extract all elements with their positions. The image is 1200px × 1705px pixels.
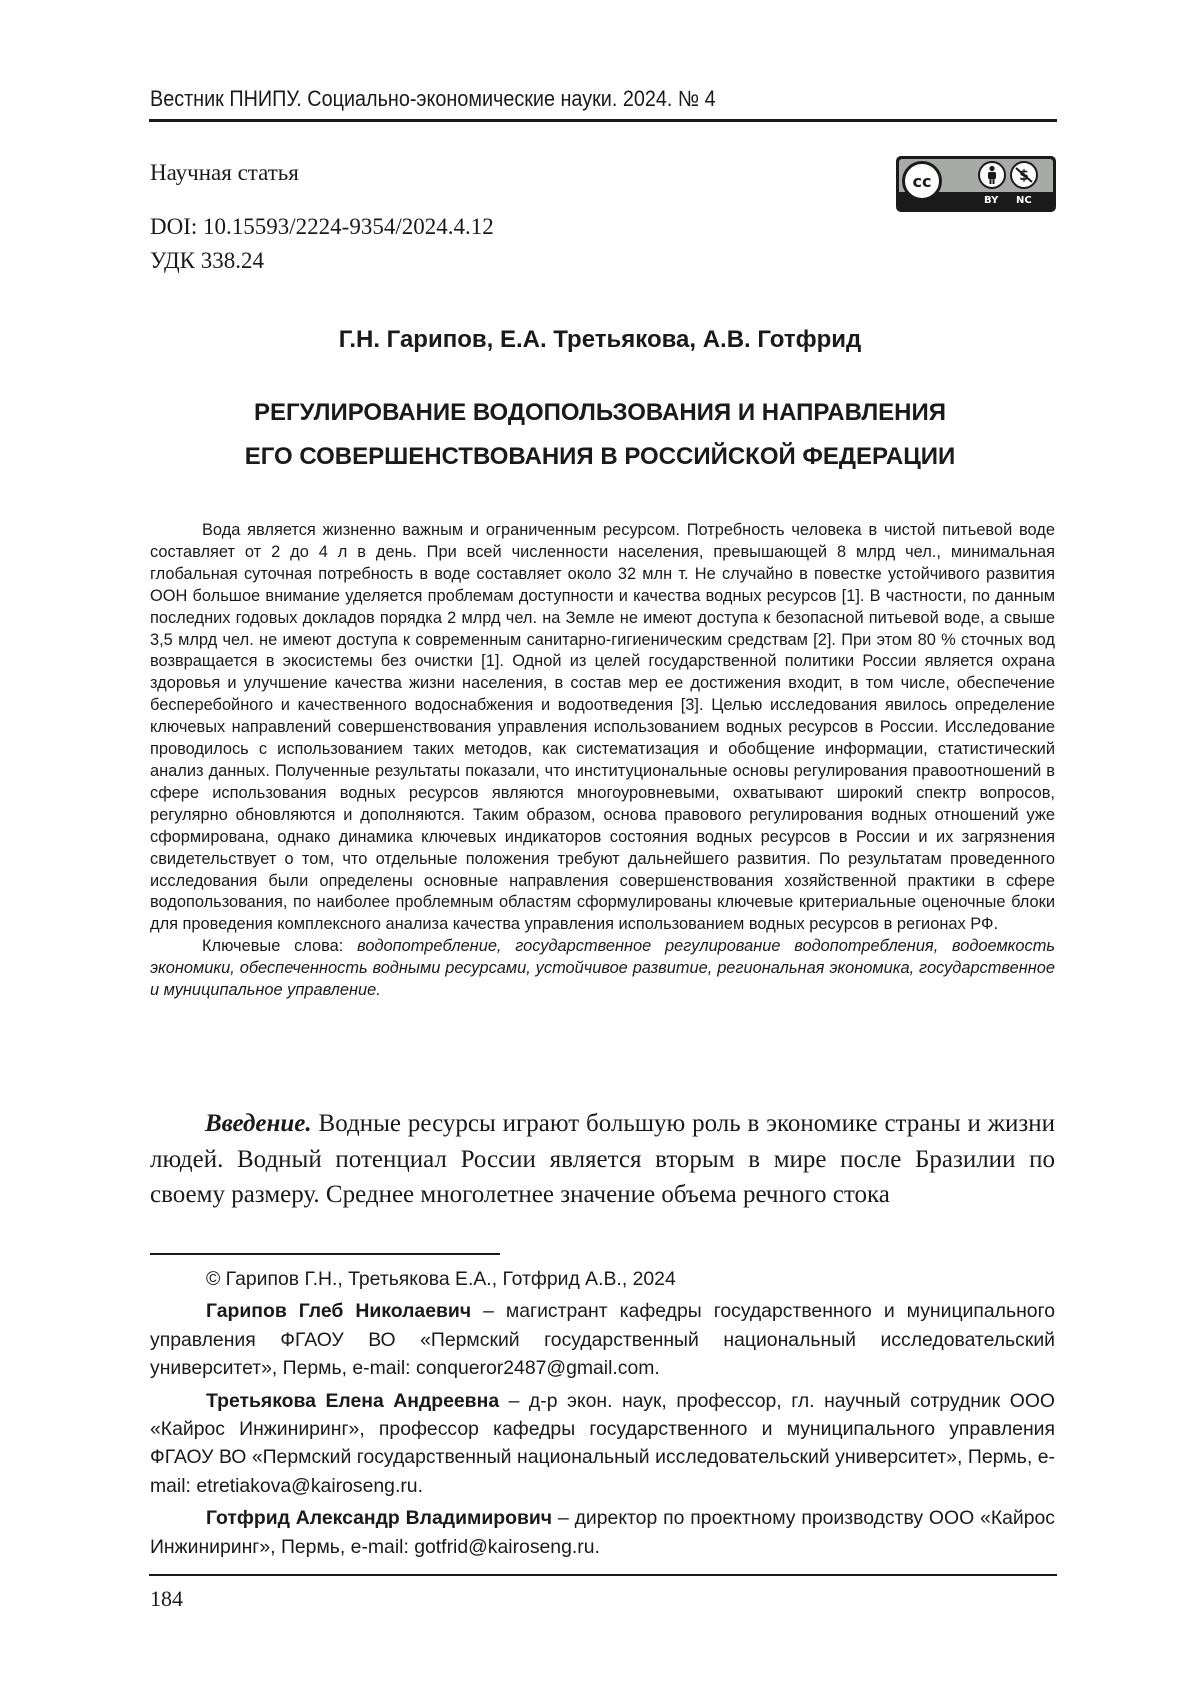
author-name: Готфрид Александр Владимирович (206, 1507, 552, 1529)
footnote-rule (150, 1253, 500, 1255)
doi: DOI: 10.15593/2224-9354/2024.4.12 (150, 214, 494, 240)
author-info: – магистрант кафедры государственного и муниципального управления ФГАОУ ВО «Пермский государственный национальный исследовательский университет», Пермь, e-mail: conqueror2487@gmail.com. (150, 1300, 1055, 1379)
noncommercial-icon (1010, 161, 1038, 189)
keywords (150, 936, 1055, 1002)
author-name: Третьякова Елена Андреевна (206, 1390, 499, 1412)
article-title-line-2: ЕГО СОВЕРШЕНСТВОВАНИЯ В РОССИЙСКОЙ ФЕДЕРАЦИИ (0, 443, 1200, 471)
license-badge[interactable] (896, 156, 1056, 212)
article-title-line-1: РЕГУЛИРОВАНИЕ ВОДОПОЛЬЗОВАНИЯ И НАПРАВЛЕНИЯ (0, 399, 1200, 427)
author-info: – директор по проектному производству ООО «Кайрос Инжиниринг», Пермь, e-mail: gotfrid@kairoseng.ru. (150, 1507, 1055, 1557)
creative-commons-icon: cc (902, 161, 942, 201)
introduction-paragraph (150, 1106, 1055, 1213)
authors-line: Г.Н. Гарипов, Е.А. Третьякова, А.В. Готфрид (0, 326, 1200, 354)
abstract (150, 520, 1055, 1002)
copyright-line: © Гарипов Г.Н., Третьякова Е.А., Готфрид А.В., 2024 (150, 1265, 1055, 1293)
introduction-text: Водные ресурсы играют большую роль в экономике страны и жизни людей. Водный потенциал России является вторым в мире после Бразилии по своему размеру. Среднее многолетнее значение объема речного стока (150, 1110, 1055, 1208)
author-name: Гарипов Глеб Николаевич (206, 1300, 471, 1322)
license-by-label: BY (984, 195, 998, 206)
author-info: – д-р экон. наук, профессор, гл. научный сотрудник ООО «Кайрос Инжиниринг», профессор кафедры государственного и муниципального управления ФГАОУ ВО «Пермский государственный национальный исследовательский университет», Пермь, e-mail: etretiakova@kairoseng.ru. (150, 1390, 1055, 1497)
introduction-heading: Введение. (205, 1110, 312, 1137)
license-nc-label: NC (1016, 195, 1032, 206)
author-note (150, 1387, 1055, 1501)
keywords-label: Ключевые слова: (202, 937, 343, 955)
author-note (150, 1297, 1055, 1382)
footer-rule (149, 1574, 1057, 1576)
attribution-icon (978, 161, 1006, 189)
keywords-list: водопотребление, государственное регулирование водопотребления, водоемкость экономики, обеспеченность водными ресурсами, устойчивое развитие, региональная экономика, государственное и муниципальное управление. (150, 937, 1055, 999)
page-number: 184 (150, 1586, 183, 1612)
udk: УДК 338.24 (150, 248, 264, 274)
introduction (150, 1106, 1055, 1213)
footnotes (150, 1265, 1055, 1565)
running-head: Вестник ПНИПУ. Социально-экономические науки. 2024. № 4 (150, 86, 716, 112)
author-note (150, 1504, 1055, 1561)
abstract-text: Вода является жизненно важным и ограниченным ресурсом. Потребность человека в чистой питьевой воде составляет от 2 до 4 л в день. При всей численности населения, превышающей 8 млрд чел., минимальная глобальная суточная потребность в воде составляет около 32 млн т. Не случайно в повестке устойчивого развития ООН большое внимание уделяется проблемам доступности и качества водных ресурсов [1]. В частности, по данным последних годовых докладов порядка 2 млрд чел. на Земле не имеют доступа к безопасной питьевой воде, а свыше 3,5 млрд чел. не имеют доступа к современным санитарно-гигиеническим средствам [2]. При этом 80 % сточных вод возвращается в экосистемы без очистки [1]. Одной из целей государственной политики России является охрана здоровья и улучшение качества жизни населения, в состав мер ее достижения входит, в том числе, обеспечение бесперебойного и качественного водоснабжения и водоотведения [3]. Целью исследования явилось определение ключевых направлений совершенствования управления использованием водных ресурсов в России. Исследование проводилось с использованием таких методов, как систематизация и обобщение информации, статистический анализ данных. Полученные результаты показали, что институциональные основы регулирования правоотношений в сфере использования водных ресурсов являются многоуровневыми, охватывают широкий спектр вопросов, регулярно обновляются и дополняются. Таким образом, основа правового регулирования водных отношений уже сформирована, однако динамика ключевых индикаторов состояния водных ресурсов в России и их загрязнения свидетельствует о том, что отдельные положения требуют дальнейшего развития. По результатам проведенного исследования были определены основные направления совершенствования хозяйственной практики в сфере водопользования, по наиболее проблемным областям сформулированы ключевые критериальные оценочные блоки для проведения комплексного анализа качества управления использованием водных ресурсов в регионах РФ. (150, 520, 1055, 936)
article-type: Научная статья (150, 160, 299, 186)
header-rule (149, 119, 1057, 122)
